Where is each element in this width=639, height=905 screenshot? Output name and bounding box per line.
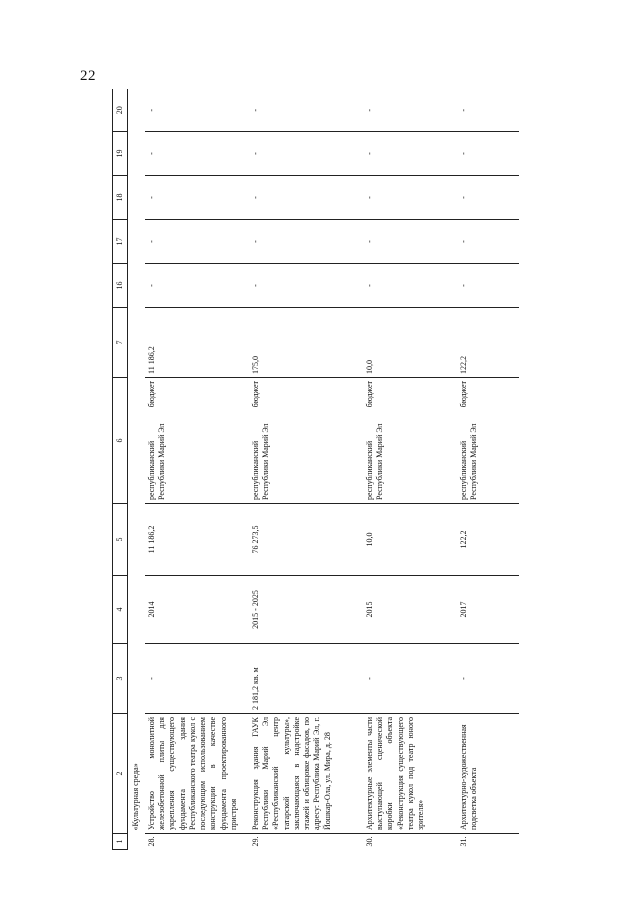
object-name: Реконструкция здания ГАУК Республики Марий Эл «Республиканский центр татарской культуры», заключающаяся в надстройке этажей и облицовке фасадов, по адресу: Республика Марий Эл, г. Йошкар-Ола, ул. Мира, д. 28 bbox=[249, 714, 363, 834]
total-cost-cell: 11 186,2 bbox=[145, 504, 249, 576]
capacity-cell: - bbox=[457, 644, 519, 714]
value-cell: - bbox=[457, 132, 519, 176]
program-table bbox=[112, 90, 519, 851]
header-cell: 6 bbox=[113, 378, 128, 504]
value-cell: 10,0 bbox=[363, 308, 457, 378]
value-cell: - bbox=[249, 132, 363, 176]
value-cell: - bbox=[457, 220, 519, 264]
header-cell: 19 bbox=[113, 132, 128, 176]
period-cell: 2017 bbox=[457, 576, 519, 644]
value-cell: - bbox=[363, 90, 457, 132]
value-cell: - bbox=[457, 90, 519, 132]
period-cell: 2014 bbox=[145, 576, 249, 644]
row-number: 29. bbox=[251, 836, 260, 847]
period-cell: 2015 bbox=[363, 576, 457, 644]
value-cell: - bbox=[249, 90, 363, 132]
section-title: «Культурная среда» bbox=[131, 763, 140, 831]
value-cell: - bbox=[363, 176, 457, 220]
header-cell: 7 bbox=[113, 308, 128, 378]
table-row bbox=[363, 90, 457, 850]
header-cell: 1 bbox=[113, 834, 128, 850]
row-number: 30. bbox=[365, 836, 374, 847]
capacity-cell: - bbox=[145, 644, 249, 714]
column-number-header bbox=[113, 90, 128, 850]
value-cell: - bbox=[145, 176, 249, 220]
value-cell: - bbox=[457, 176, 519, 220]
total-cost-cell: 76 273,5 bbox=[249, 504, 363, 576]
table-row bbox=[457, 90, 519, 850]
value-cell: 175,0 bbox=[249, 308, 363, 378]
funding-source-cell: республиканский бюджет Республики Марий Эл bbox=[363, 378, 457, 504]
table-row bbox=[145, 90, 249, 850]
header-cell: 18 bbox=[113, 176, 128, 220]
total-cost-cell: 10,0 bbox=[363, 504, 457, 576]
value-cell: - bbox=[249, 220, 363, 264]
value-cell: - bbox=[249, 264, 363, 308]
value-cell: - bbox=[363, 132, 457, 176]
value-cell: - bbox=[145, 220, 249, 264]
value-cell: - bbox=[363, 264, 457, 308]
value-cell: - bbox=[145, 264, 249, 308]
object-name: Архитектурные элементы части выступающей сценической коробки объекта «Реконструкция существующего театра кукол под театр юного зрителя» bbox=[363, 714, 457, 834]
header-cell: 2 bbox=[113, 714, 128, 834]
rotated-document-table bbox=[112, 90, 612, 850]
value-cell: - bbox=[249, 176, 363, 220]
object-name: Архитектурно-художественная подсветка объекта bbox=[457, 714, 519, 834]
header-cell: 17 bbox=[113, 220, 128, 264]
object-name: Устройство монолитной железобетонной плиты для укрепления существующего фундамента здания Республиканского театра кукол с последующим использованием конструкции в качестве фундамента проектированного пристроя bbox=[145, 714, 249, 834]
funding-source-cell: республиканский бюджет Республики Марий Эл bbox=[457, 378, 519, 504]
value-cell: - bbox=[145, 90, 249, 132]
period-cell: 2015 - 2025 bbox=[249, 576, 363, 644]
value-cell: 11 186,2 bbox=[145, 308, 249, 378]
value-cell: 122,2 bbox=[457, 308, 519, 378]
section-row bbox=[128, 90, 146, 850]
page-number: 22 bbox=[80, 68, 96, 84]
value-cell: - bbox=[363, 220, 457, 264]
row-number: 31. bbox=[459, 836, 468, 847]
table-row bbox=[249, 90, 363, 850]
capacity-cell: - bbox=[363, 644, 457, 714]
header-cell: 5 bbox=[113, 504, 128, 576]
total-cost-cell: 122,2 bbox=[457, 504, 519, 576]
value-cell: - bbox=[457, 264, 519, 308]
header-cell: 16 bbox=[113, 264, 128, 308]
funding-source-cell: республиканский бюджет Республики Марий Эл bbox=[145, 378, 249, 504]
header-cell: 3 bbox=[113, 644, 128, 714]
header-cell: 20 bbox=[113, 90, 128, 132]
header-cell: 4 bbox=[113, 576, 128, 644]
value-cell: - bbox=[145, 132, 249, 176]
funding-source-cell: республиканский бюджет Республики Марий Эл bbox=[249, 378, 363, 504]
row-number: 28. bbox=[147, 836, 156, 847]
capacity-cell: 2 181,2 кв. м bbox=[249, 644, 363, 714]
